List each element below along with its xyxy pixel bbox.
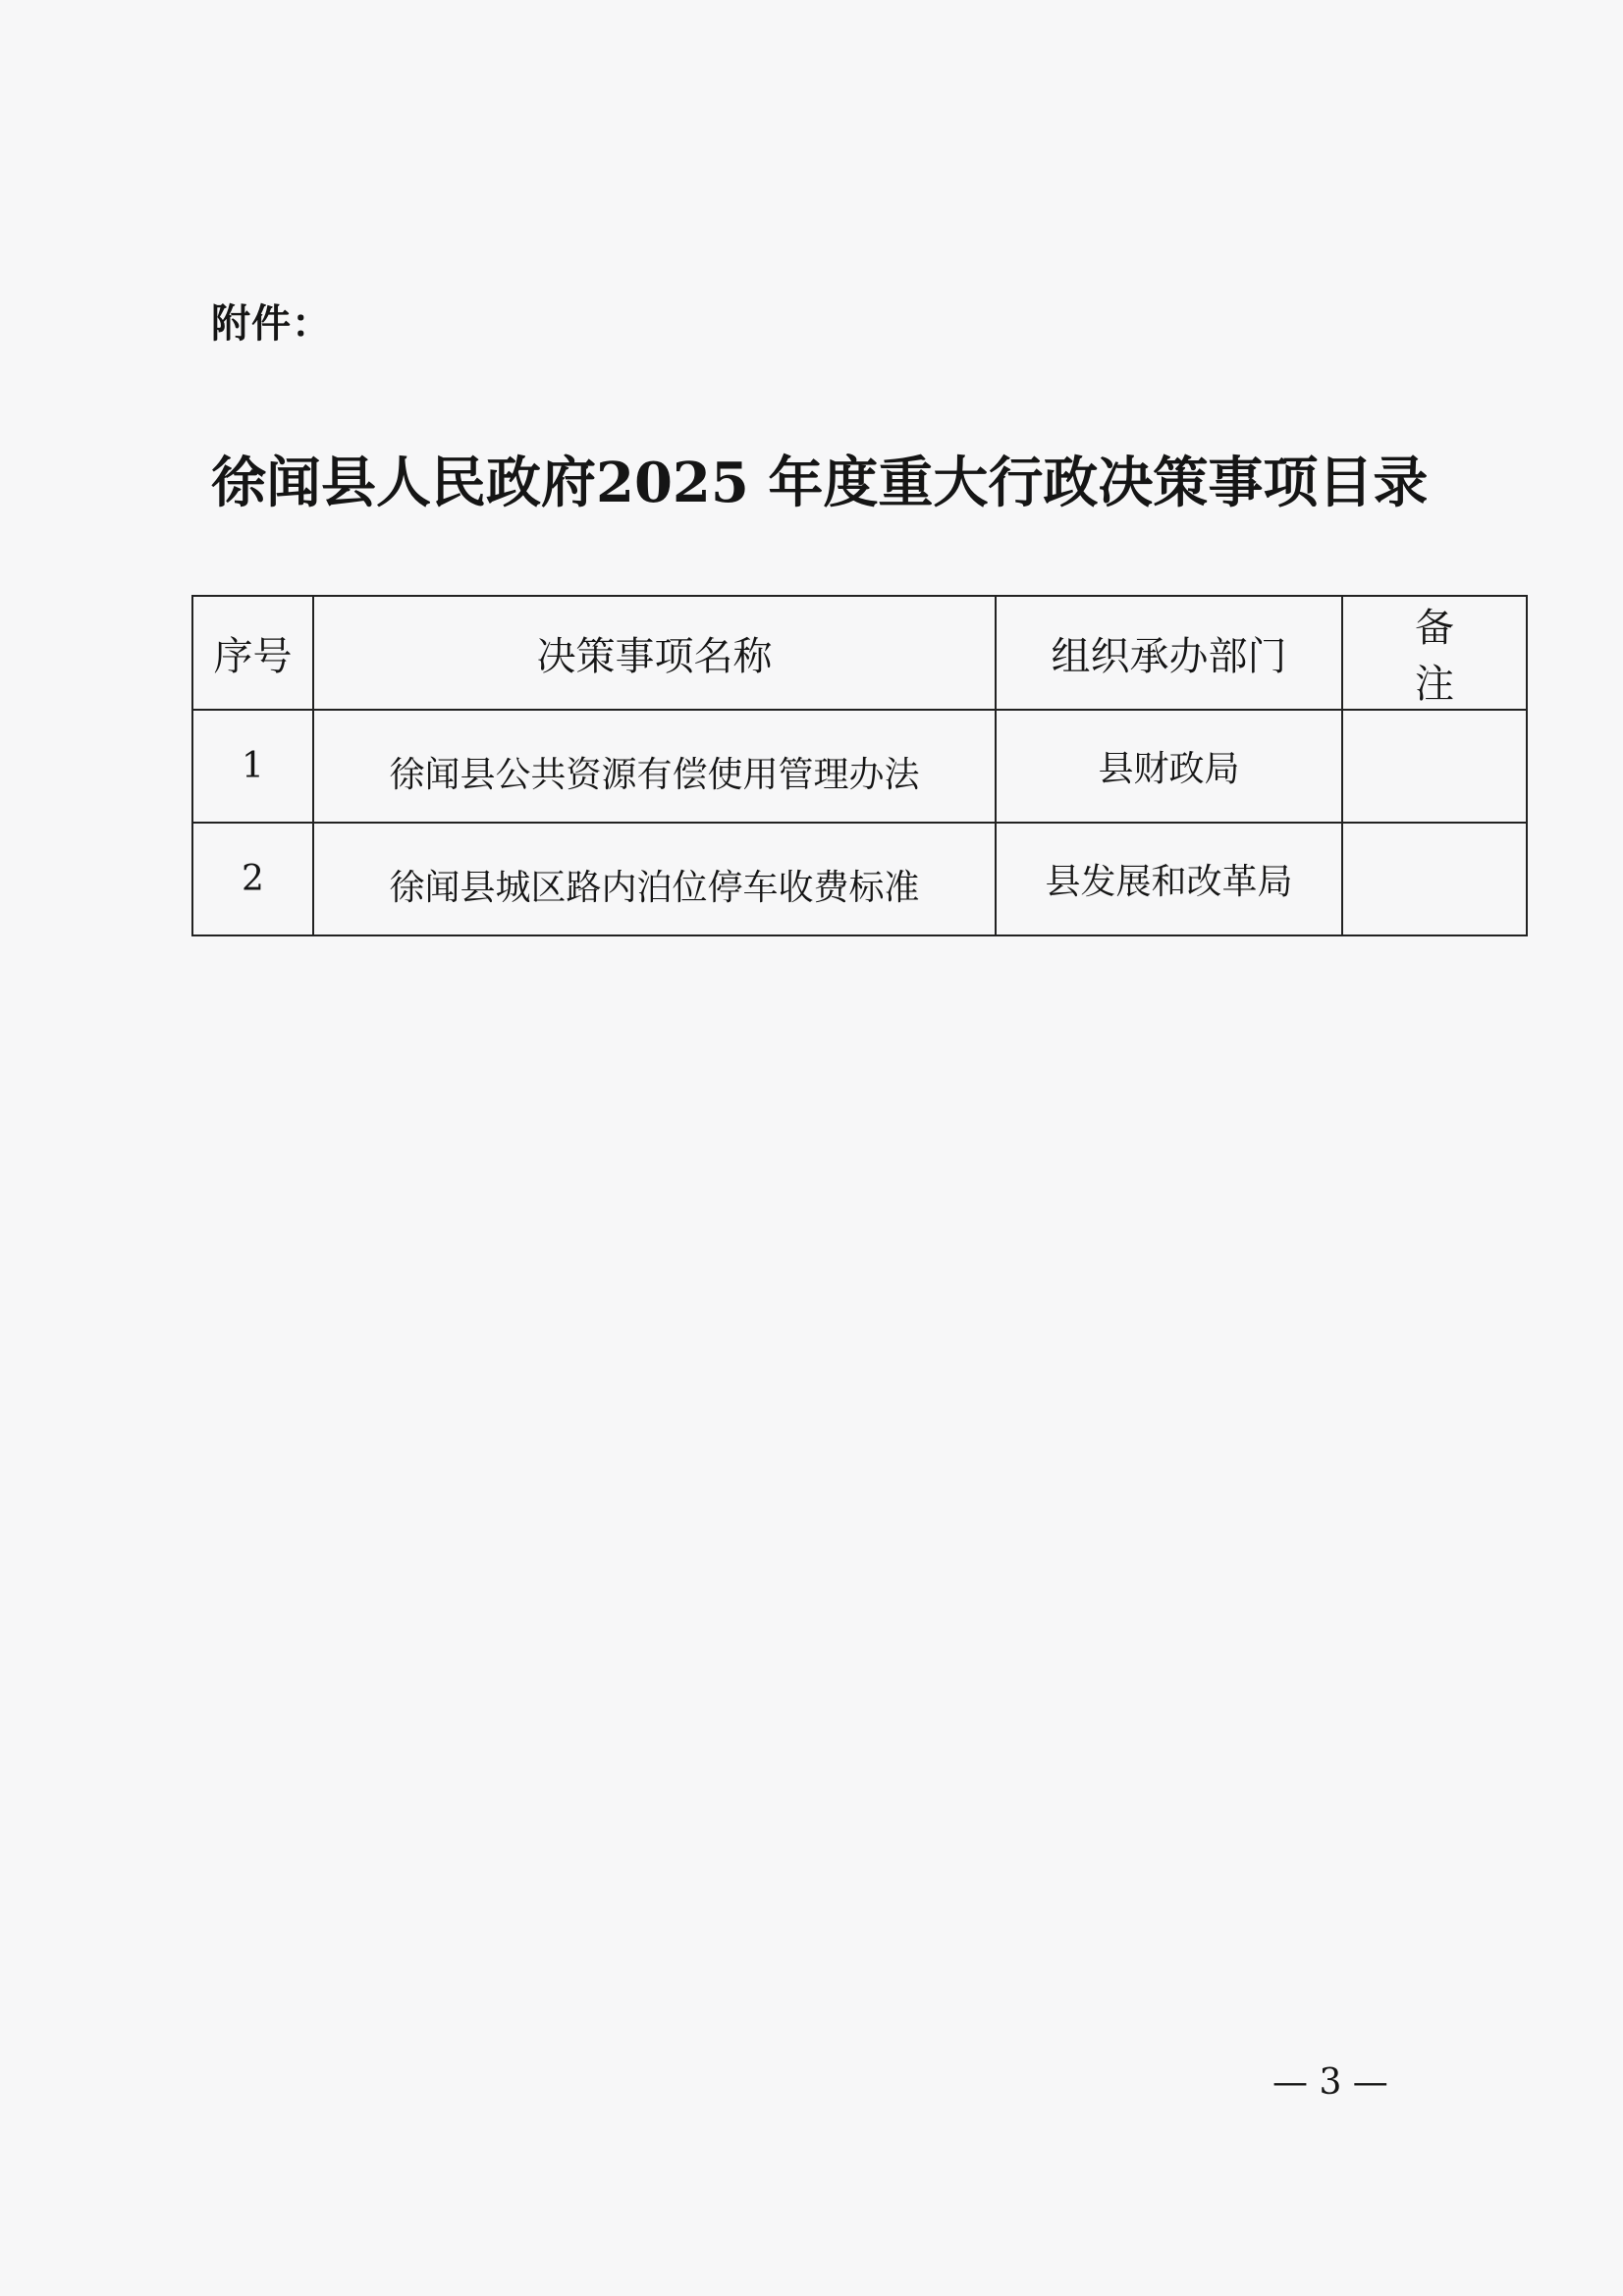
table-header-row [192, 596, 1527, 710]
table-row [192, 823, 1527, 935]
decision-catalog-table [191, 595, 1528, 936]
page-number: — 3 — [1272, 2062, 1388, 2103]
cell-department: 县发展和改革局 [996, 823, 1342, 935]
column-header-note: 备注 [1342, 596, 1527, 710]
cell-note [1342, 710, 1527, 823]
cell-seq: 2 [192, 823, 313, 935]
column-header-department: 组织承办部门 [996, 596, 1342, 710]
cell-department: 县财政局 [996, 710, 1342, 823]
column-header-name: 决策事项名称 [313, 596, 996, 710]
table-row [192, 710, 1527, 823]
column-header-seq: 序号 [192, 596, 313, 710]
attachment-label: 附件： [211, 301, 332, 347]
document-title: 徐闻县人民政府2025 年度重大行政决策事项目录 [211, 451, 1429, 515]
cell-name: 徐闻县城区路内泊位停车收费标准 [313, 823, 996, 935]
cell-seq: 1 [192, 710, 313, 823]
cell-note [1342, 823, 1527, 935]
cell-name: 徐闻县公共资源有偿使用管理办法 [313, 710, 996, 823]
